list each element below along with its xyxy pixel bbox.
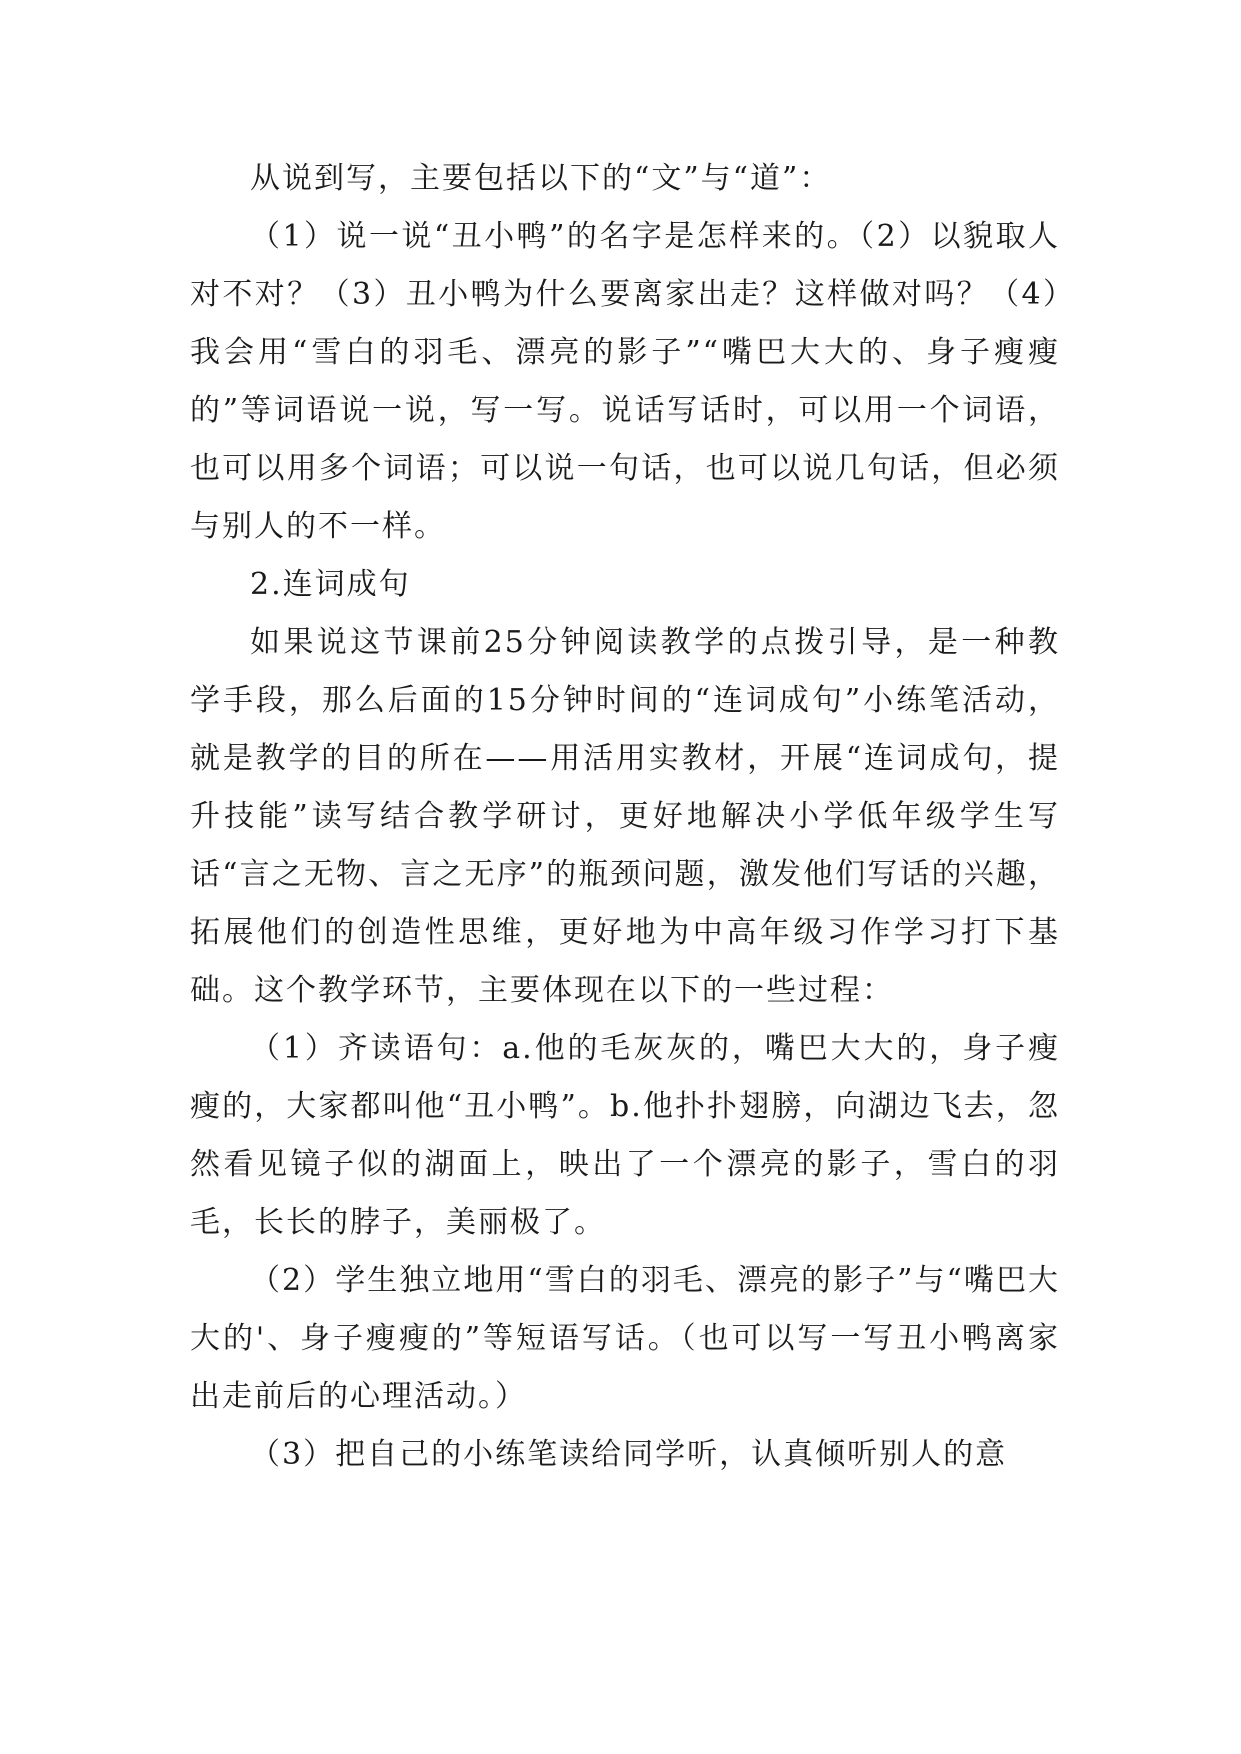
paragraph-intro: 从说到写，主要包括以下的“文”与“道”： (250, 161, 832, 196)
paragraph-questions: （1）说一说“丑小鸭”的名字是怎样来的。（2）以貌取人对不对？（3）丑小鸭为什么要离家出走？这样做对吗？（4）我会用“雪白的羽毛、漂亮的影子”“嘴巴大大的、身子瘦瘦的”等词语说一说，写一写。说话写话时，可以用一个词语，也可以用多个词语；可以说一句话，也可以说几句话，但必须与别人的不一样。 (190, 219, 1060, 544)
paragraph-step-3: （3）把自己的小练笔读给同学听，认真倾听别人的意 (250, 1437, 1008, 1472)
document-body (190, 150, 1060, 1484)
paragraph-step-1: （1）齐读语句：a.他的毛灰灰的，嘴巴大大的，身子瘦瘦的，大家都叫他“丑小鸭”。b.他扑扑翅膀，向湖边飞去，忽然看见镜子似的湖面上，映出了一个漂亮的影子，雪白的羽毛，长长的脖子，美丽极了。 (190, 1031, 1060, 1240)
paragraph-step-2: （2）学生独立地用“雪白的羽毛、漂亮的影子”与“嘴巴大大的'、身子瘦瘦的”等短语写话。（也可以写一写丑小鸭离家出走前后的心理活动。） (190, 1263, 1060, 1414)
paragraph-explanation: 如果说这节课前25分钟阅读教学的点拨引导，是一种教学手段，那么后面的15分钟时间的“连词成句”小练笔活动，就是教学的目的所在——用活用实教材，开展“连词成句，提升技能”读写结合教学研讨，更好地解决小学低年级学生写话“言之无物、言之无序”的瓶颈问题，激发他们写话的兴趣，拓展他们的创造性思维，更好地为中高年级习作学习打下基础。这个教学环节，主要体现在以下的一些过程： (190, 625, 1060, 1008)
section-heading: 2.连词成句 (250, 567, 411, 602)
